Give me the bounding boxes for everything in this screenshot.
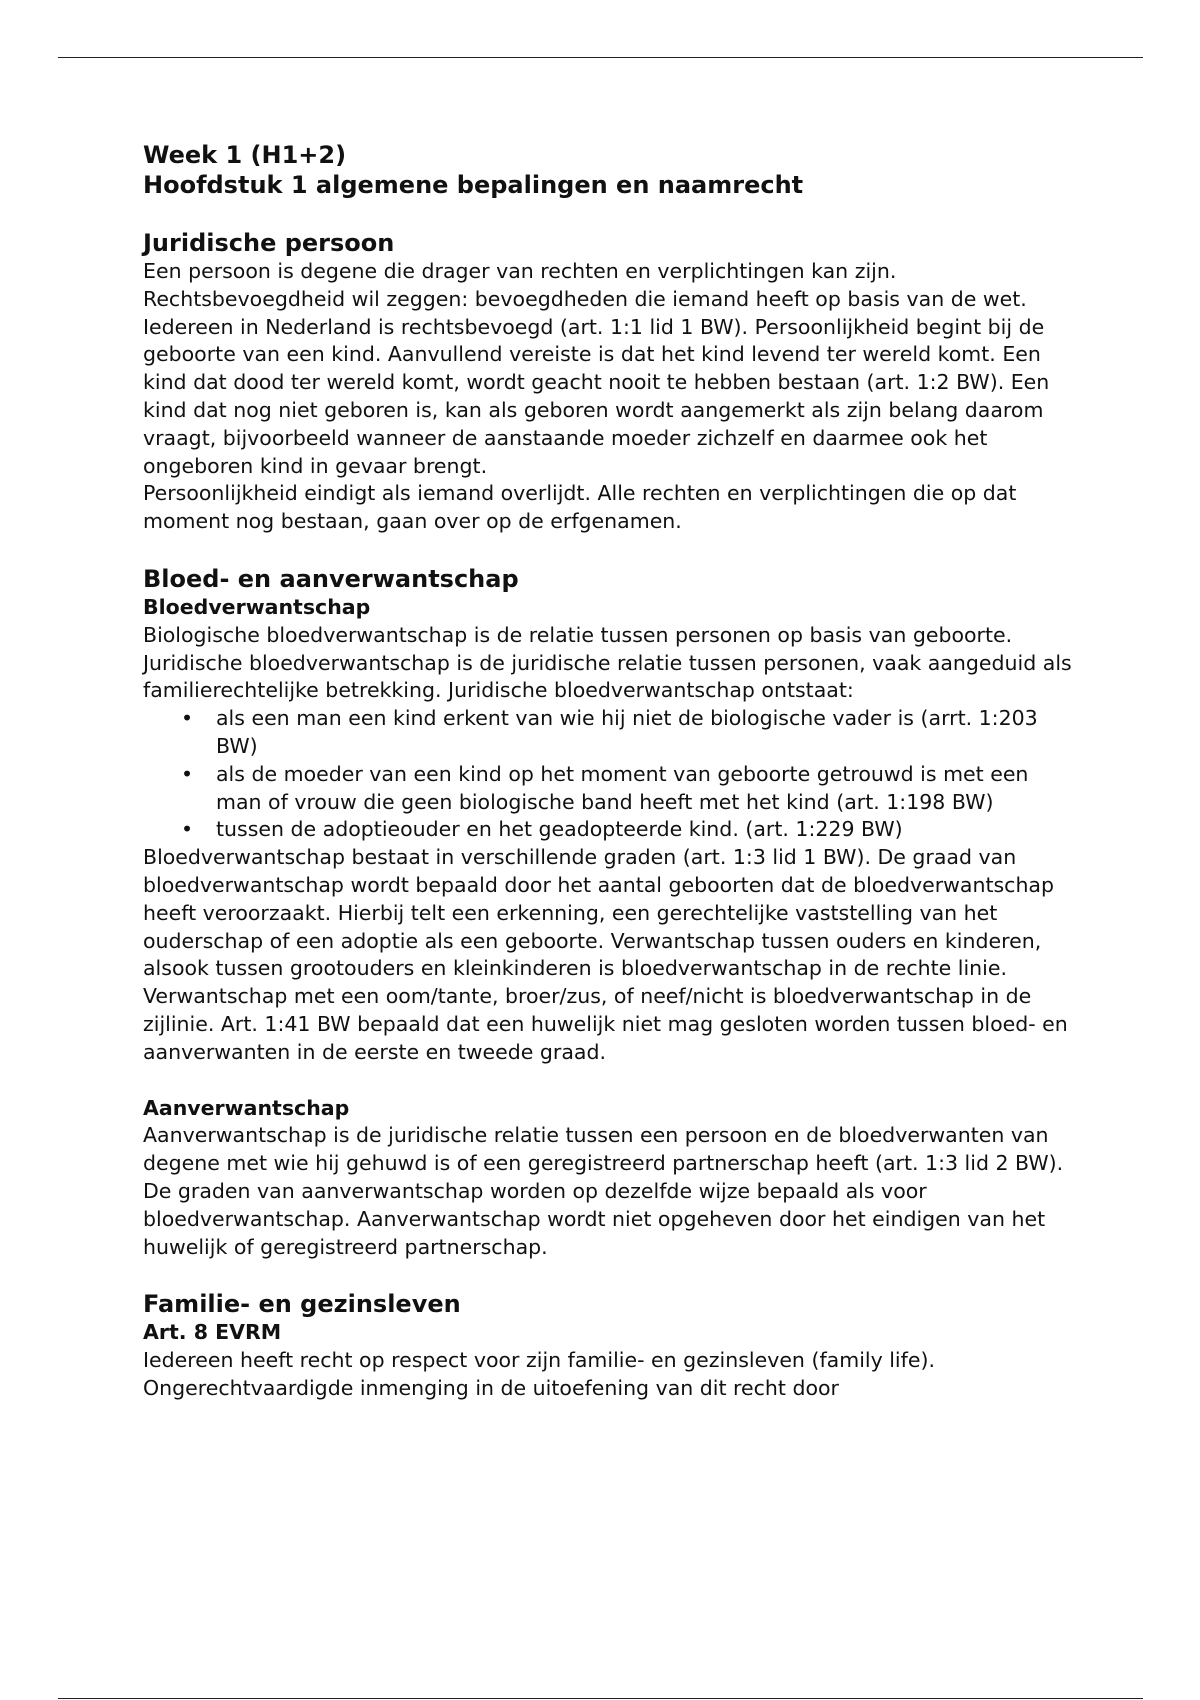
list-item	[143, 816, 1073, 844]
section-heading: Bloed- en aanverwantschap	[143, 564, 519, 593]
list-item-text: als de moeder van een kind op het moment van geboorte getrouwd is met een man of vrouw die geen biologische band heeft met het kind (art. 1:198 BW)	[216, 761, 1029, 814]
subsection-heading: Bloedverwantschap	[143, 594, 371, 619]
subsection-heading: Aanverwantschap	[143, 1095, 350, 1120]
list-item	[143, 705, 1073, 761]
bullet-icon: •	[181, 761, 194, 786]
week-title: Week 1 (H1+2)	[143, 141, 347, 169]
bullet-icon: •	[181, 706, 194, 731]
paragraph: Biologische bloedverwantschap is de relatie tussen personen op basis van geboorte.	[143, 622, 1013, 647]
list-item	[143, 761, 1073, 817]
paragraph: Persoonlijkheid eindigt als iemand overlijdt. Alle rechten en verplichtingen die op dat moment nog bestaan, gaan over op de erfgenamen.	[143, 481, 1017, 534]
list-item-text: tussen de adoptieouder en het geadopteerde kind. (art. 1:229 BW)	[216, 817, 903, 842]
footer-rule	[58, 1698, 1143, 1699]
section-bloed-aanverwantschap	[143, 564, 1073, 1261]
bullet-icon: •	[181, 817, 194, 842]
header-rule	[58, 57, 1143, 58]
spacer	[143, 1261, 1073, 1289]
list-item-text: als een man een kind erkent van wie hij niet de biologische vader is (arrt. 1:203 BW)	[216, 706, 1038, 758]
spacer	[143, 200, 1073, 228]
section-juridische-persoon	[143, 228, 1073, 536]
section-heading: Juridische persoon	[143, 229, 395, 257]
section-familie-gezinsleven	[143, 1289, 1073, 1402]
section-heading: Familie- en gezinsleven	[143, 1290, 461, 1319]
subsection-heading: Art. 8 EVRM	[143, 1320, 282, 1345]
paragraph: Iedereen heeft recht op respect voor zijn familie- en gezinsleven (family life). Ongerechtvaardigde inmenging in de uitoefening van dit recht door	[143, 1348, 935, 1400]
spacer	[143, 536, 1073, 564]
chapter-title: Hoofdstuk 1 algemene bepalingen en naamrecht	[143, 171, 804, 199]
paragraph: Aanverwantschap is de juridische relatie tussen een persoon en de bloedverwanten van degene met wie hij gehuwd is of een geregistreerd partnerschap heeft (art. 1:3 lid 2 BW). De graden van aanverwantschap worden op dezelfde wijze bepaald als voor bloedverwantschap. Aanverwantschap wordt niet opgeheven door het eindigen van het huwelijk of geregistreerd partnerschap.	[143, 1123, 1064, 1259]
paragraph: Een persoon is degene die drager van rechten en verplichtingen kan zijn. Rechtsbevoegdheid wil zeggen: bevoegdheden die iemand heeft op basis van de wet. Iedereen in Nederland is rechtsbevoegd (art. 1:1 lid 1 BW). Persoonlijkheid begint bij de geboorte van een kind. Aanvullend vereiste is dat het kind levend ter wereld komt. Een kind dat dood ter wereld komt, wordt geacht nooit te hebben bestaan (art. 1:2 BW). Een kind dat nog niet geboren is, kan als geboren wordt aangemerkt als zijn belang daarom vraagt, bijvoorbeeld wanneer de aanstaande moeder zichzelf en daarmee ook het ongeboren kind in gevaar brengt.	[143, 259, 1050, 478]
paragraph: Bloedverwantschap bestaat in verschillende graden (art. 1:3 lid 1 BW). De graad van bloedverwantschap wordt bepaald door het aantal geboorten dat de bloedverwantschap heeft veroorzaakt. Hierbij telt een erkenning, een gerechtelijke vaststelling van het ouderschap of een adoptie als een geboorte. Verwantschap tussen ouders en kinderen, alsook tussen grootouders en kleinkinderen is bloedverwantschap in de rechte linie. Verwantschap met een oom/tante, broer/zus, of neef/nicht is bloedverwantschap in de zijlinie. Art. 1:41 BW bepaald dat een huwelijk niet mag gesloten worden tussen bloed- en aanverwanten in de eerste en tweede graad.	[143, 845, 1068, 1064]
document-page	[143, 140, 1073, 1403]
paragraph: Juridische bloedverwantschap is de juridische relatie tussen personen, vaak aangeduid als familierechtelijke betrekking. Juridische bloedverwantschap ontstaat:	[143, 650, 1072, 703]
spacer	[143, 1067, 1073, 1095]
bullet-list	[143, 705, 1073, 844]
